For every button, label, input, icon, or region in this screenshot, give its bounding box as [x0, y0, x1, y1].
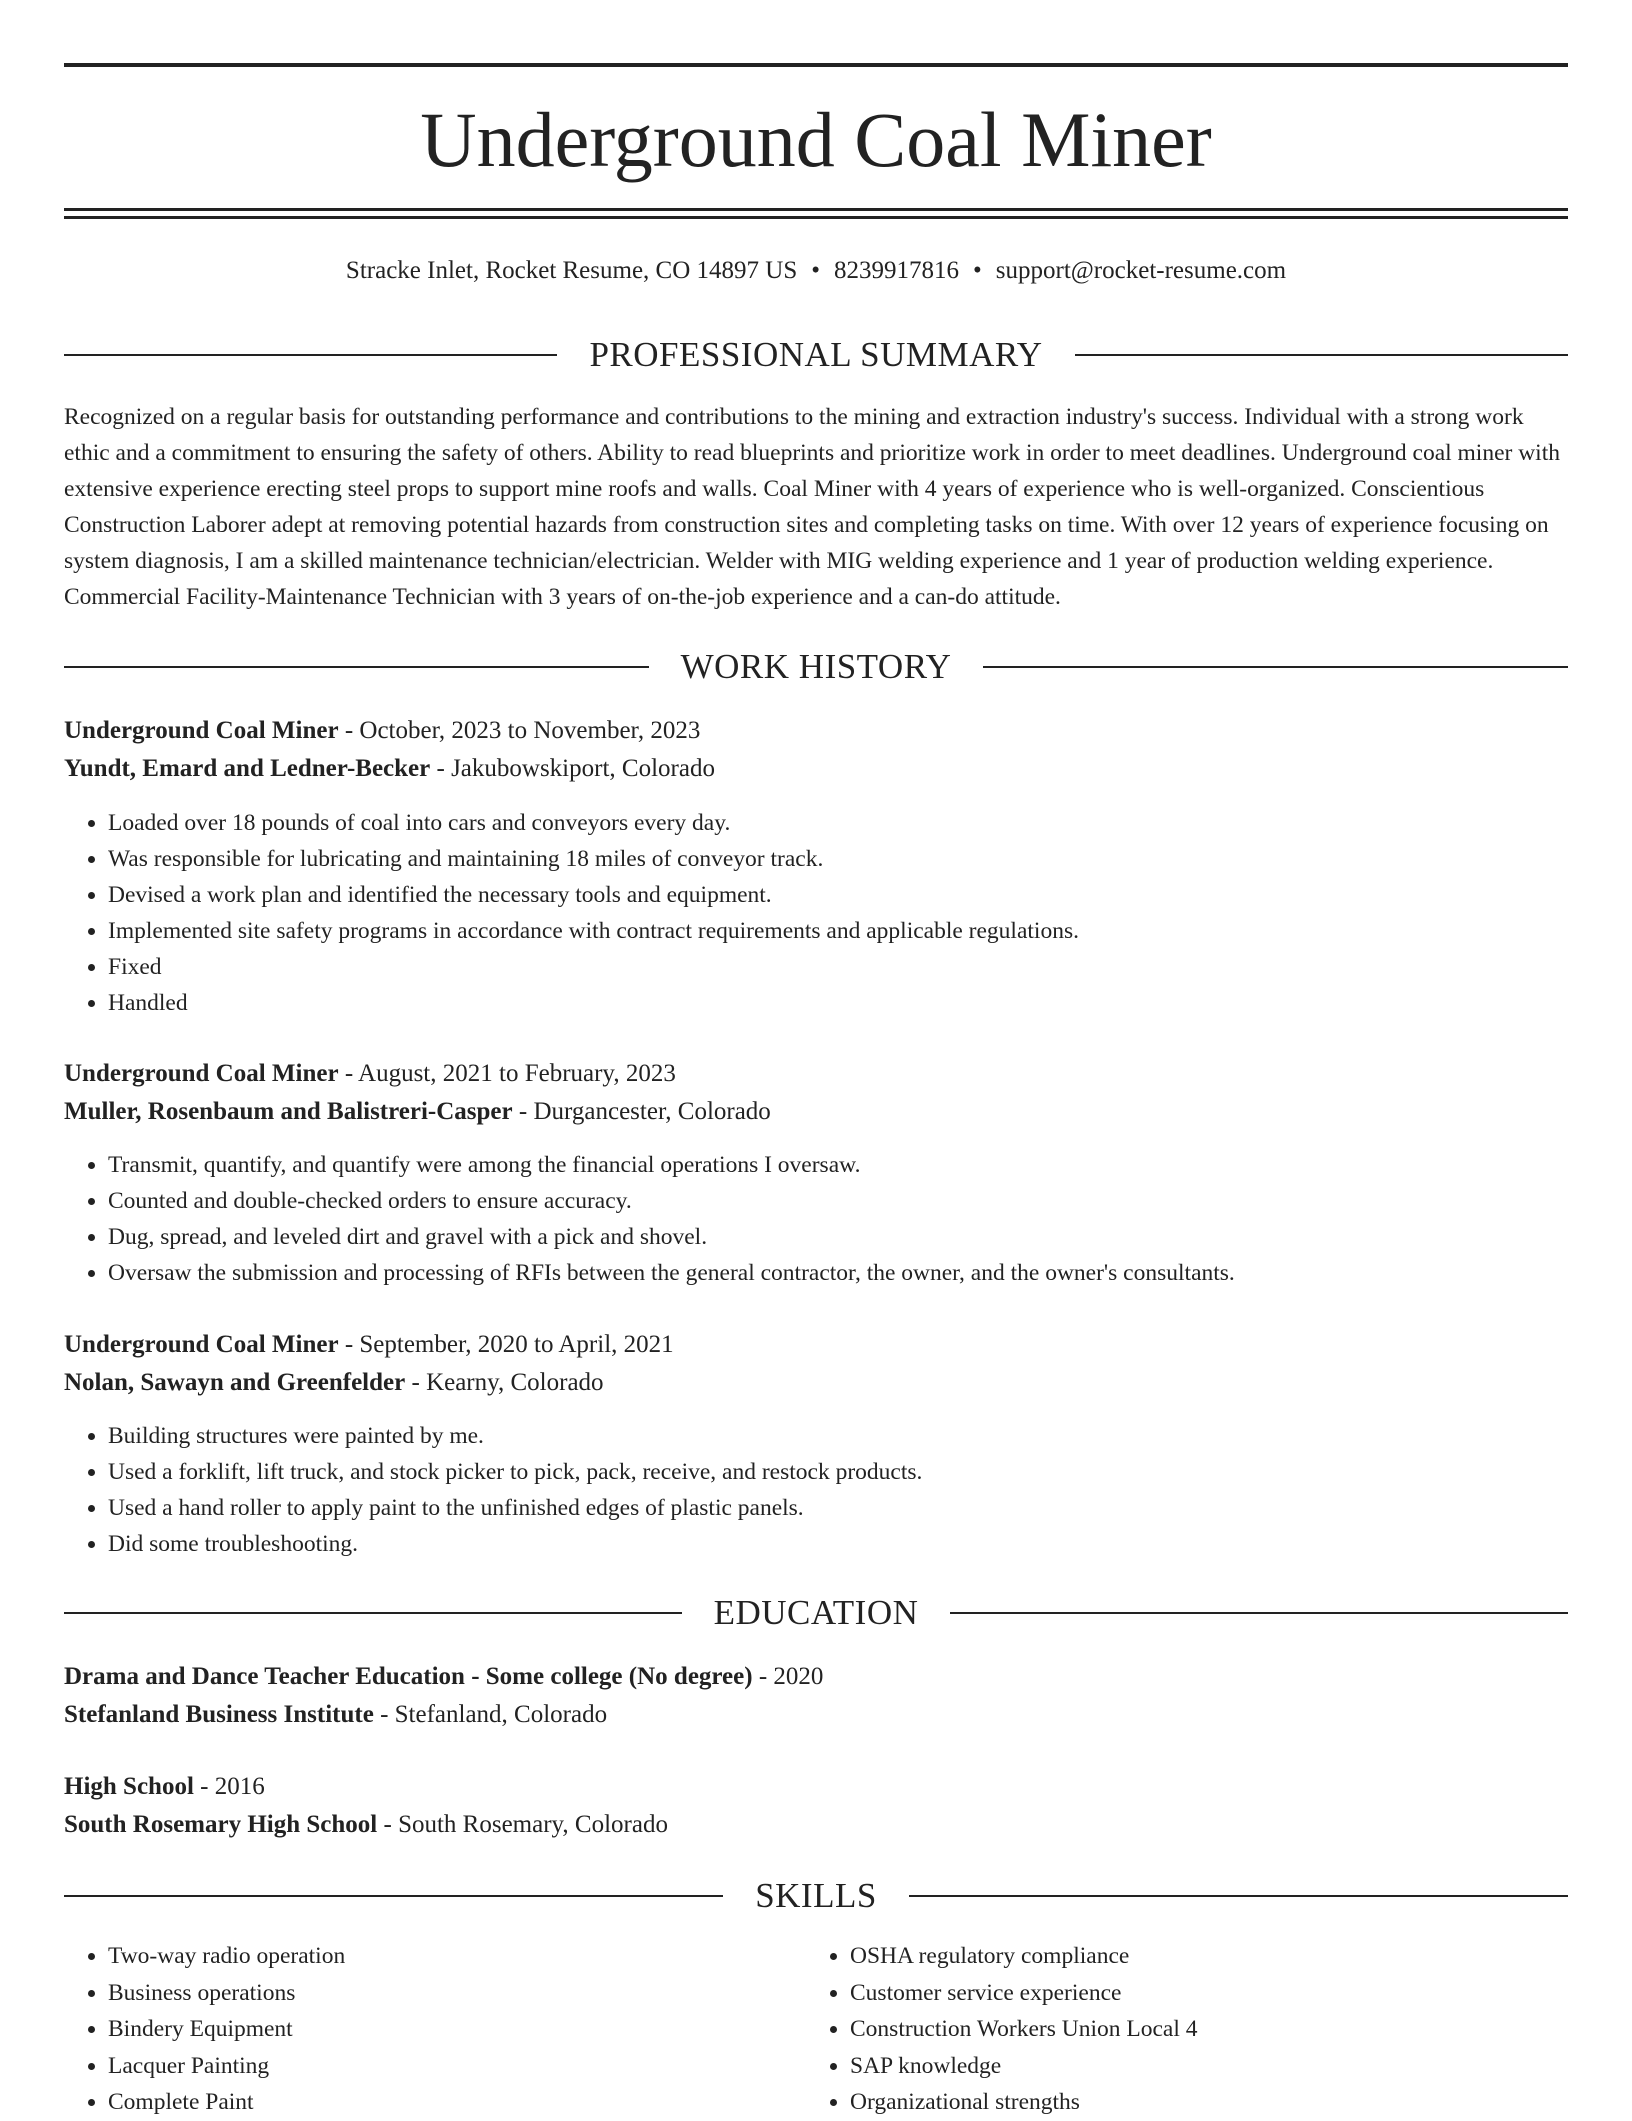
education-degree: High School	[64, 1773, 194, 1800]
job-title-line	[64, 1055, 1568, 1093]
job-title-line	[64, 1326, 1568, 1364]
education-year: 2020	[773, 1663, 824, 1690]
title-double-rule-upper	[64, 208, 1568, 211]
list-item: • Counted and double-checked orders to ensure accuracy.	[108, 1183, 1568, 1219]
job-location: Kearny, Colorado	[426, 1369, 604, 1396]
skills-list-right	[806, 1938, 1548, 2121]
list-item: • Oversaw the submission and processing of RFIs between the general contractor, the owner, and the owner's consultants.	[108, 1255, 1568, 1291]
job-company: Nolan, Sawayn and Greenfelder	[64, 1369, 406, 1396]
education-degree-line	[64, 1768, 1568, 1806]
job-company: Yundt, Emard and Ledner-Becker	[64, 755, 431, 782]
dash: -	[405, 1369, 427, 1396]
job-title: Underground Coal Miner	[64, 717, 339, 744]
skills-list-left	[64, 1938, 806, 2121]
job-company-line	[64, 1093, 1568, 1131]
job-company-line	[64, 1364, 1568, 1402]
dash: -	[373, 1701, 395, 1728]
education-school: South Rosemary High School	[64, 1811, 378, 1838]
section-rule	[64, 1612, 682, 1614]
dash: -	[338, 1060, 359, 1087]
skill-item: • OSHA regulatory compliance	[850, 1938, 1548, 1975]
dash: -	[338, 1331, 360, 1358]
section-rule	[1075, 354, 1568, 356]
contact-address: Stracke Inlet, Rocket Resume, CO 14897 US	[345, 257, 798, 284]
section-title: EDUCATION	[713, 1593, 919, 1632]
skill-item: • Bindery Equipment	[108, 2011, 806, 2048]
skill-item: • Two-way radio operation	[108, 1938, 806, 1975]
list-item: • Did some troubleshooting.	[108, 1526, 1568, 1562]
job-company-line	[64, 750, 1568, 788]
job-bullets	[64, 805, 1568, 1021]
job-company: Muller, Rosenbaum and Balistreri-Casper	[64, 1098, 513, 1125]
dash: -	[430, 755, 452, 782]
dash: -	[512, 1098, 534, 1125]
skill-item: • Organizational strengths	[850, 2084, 1548, 2121]
skill-item: • Lacquer Painting	[108, 2048, 806, 2085]
title-double-rule-lower	[64, 216, 1568, 219]
section-rule	[64, 354, 557, 356]
job-entry	[64, 1326, 1568, 1402]
section-header-work	[64, 645, 1568, 689]
dash: -	[338, 717, 360, 744]
skill-item: • Customer service experience	[850, 1975, 1548, 2012]
list-item: • Used a hand roller to apply paint to the unfinished edges of plastic panels.	[108, 1490, 1568, 1526]
education-degree: Drama and Dance Teacher Education - Some college (No degree)	[64, 1663, 753, 1690]
job-entry	[64, 712, 1568, 788]
skill-item: • SAP knowledge	[850, 2048, 1548, 2085]
contact-email: support@rocket-resume.com	[995, 257, 1287, 284]
job-bullets	[64, 1147, 1568, 1291]
section-header-skills	[64, 1874, 1568, 1918]
section-title: PROFESSIONAL SUMMARY	[589, 335, 1043, 374]
skill-item: • Business operations	[108, 1975, 806, 2012]
top-rule	[64, 63, 1568, 67]
section-header-summary	[64, 333, 1568, 377]
contact-line	[64, 254, 1568, 288]
job-entry	[64, 1055, 1568, 1131]
education-school-line	[64, 1806, 1568, 1844]
job-bullets	[64, 1418, 1568, 1562]
list-item: • Handled	[108, 985, 1568, 1021]
skill-item: • Complete Paint	[108, 2084, 806, 2121]
job-dates: October, 2023 to November, 2023	[359, 717, 701, 744]
list-item: • Loaded over 18 pounds of coal into cars and conveyors every day.	[108, 805, 1568, 841]
job-location: Jakubowskiport, Colorado	[451, 755, 715, 782]
section-title: SKILLS	[755, 1876, 877, 1915]
education-school-line	[64, 1696, 1568, 1734]
education-school: Stefanland Business Institute	[64, 1701, 374, 1728]
list-item: • Devised a work plan and identified the necessary tools and equipment.	[108, 877, 1568, 913]
list-item: • Used a forklift, lift truck, and stock picker to pick, pack, receive, and restock products.	[108, 1454, 1568, 1490]
education-location: Stefanland, Colorado	[394, 1701, 608, 1728]
job-location: Durgancester, Colorado	[533, 1098, 771, 1125]
education-degree-line	[64, 1658, 1568, 1696]
education-entry	[64, 1658, 1568, 1734]
job-title-line	[64, 712, 1568, 750]
education-year: 2016	[214, 1773, 265, 1800]
education-entry	[64, 1768, 1568, 1844]
list-item: • Dug, spread, and leveled dirt and gravel with a pick and shovel.	[108, 1219, 1568, 1255]
skills-columns	[64, 1938, 1568, 2121]
contact-phone: 8239917816	[834, 257, 960, 284]
section-rule	[950, 1612, 1568, 1614]
section-rule	[64, 666, 649, 668]
section-header-education	[64, 1591, 1568, 1635]
list-item: • Implemented site safety programs in accordance with contract requirements and applicable regulations.	[108, 913, 1568, 949]
job-dates: September, 2020 to April, 2021	[359, 1331, 674, 1358]
contact-separator: •	[973, 257, 982, 284]
list-item: • Building structures were painted by me.	[108, 1418, 1568, 1454]
resume-title: Underground Coal Miner	[420, 96, 1212, 183]
list-item: • Fixed	[108, 949, 1568, 985]
contact-separator: •	[811, 257, 821, 284]
dash: -	[752, 1663, 774, 1690]
section-rule	[983, 666, 1568, 668]
list-item: • Was responsible for lubricating and maintaining 18 miles of conveyor track.	[108, 841, 1568, 877]
job-title: Underground Coal Miner	[64, 1060, 339, 1087]
dash: -	[193, 1773, 215, 1800]
job-title: Underground Coal Miner	[64, 1331, 339, 1358]
skill-item: • Construction Workers Union Local 4	[850, 2011, 1548, 2048]
section-title: WORK HISTORY	[680, 647, 952, 686]
education-location: South Rosemary, Colorado	[398, 1811, 668, 1838]
dash: -	[377, 1811, 399, 1838]
summary-text: Recognized on a regular basis for outstanding performance and contributions to the mining and extraction industry's success. Individual with a strong work ethic and a commitment to ensuring the safety of others. Ability to read blueprints and prioritize work in order to meet deadlines. Underground coal miner with extensive experience erecting steel props to support mine roofs and walls. Coal Miner with 4 years of experience who is well-organized. Conscientious Construction Laborer adept at removing potential hazards from construction sites and completing tasks on time. With over 12 years of experience focusing on system diagnosis, I am a skilled maintenance technician/electrician. Welder with MIG welding experience and 1 year of production welding experience. Commercial Facility-Maintenance Technician with 3 years of on-the-job experience and a can-do attitude.	[64, 404, 1560, 610]
section-rule	[64, 1895, 723, 1897]
section-rule	[909, 1895, 1568, 1897]
list-item: • Transmit, quantify, and quantify were among the financial operations I oversaw.	[108, 1147, 1568, 1183]
job-dates: August, 2021 to February, 2023	[358, 1060, 676, 1087]
